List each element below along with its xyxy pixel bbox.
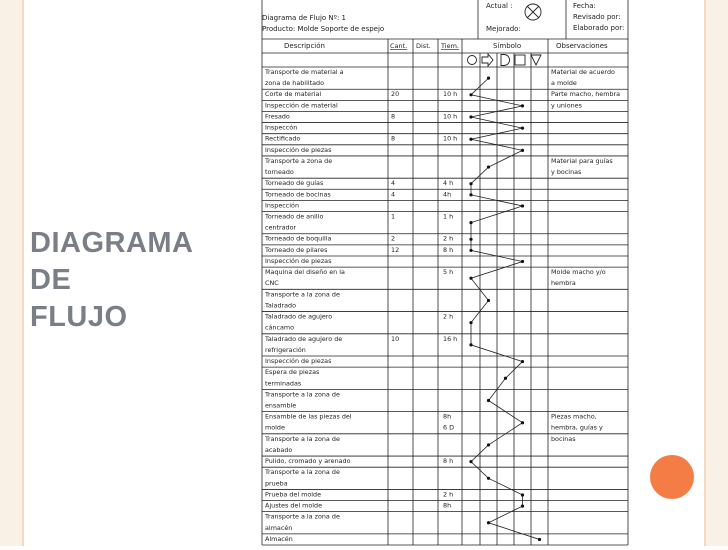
col-symbol: Símbolo	[493, 42, 522, 50]
row-time: 10 h	[443, 134, 458, 143]
row-description: Maquina del diseño en la CNC	[265, 268, 345, 288]
operation-symbol-icon	[468, 56, 477, 65]
table-row	[264, 246, 453, 254]
storage-symbol-icon	[531, 55, 541, 65]
row-time: 5 h	[443, 268, 454, 277]
row-observation: Piezas macho, hembra, guías y bocinas	[551, 412, 603, 443]
row-time: 8h 6 D	[443, 412, 455, 432]
table-row	[265, 101, 338, 109]
symbol-legend	[468, 54, 542, 66]
row-description: Transporte a zona de torneado	[265, 156, 333, 177]
row-description: Inspección de piezas	[265, 145, 332, 154]
delay-symbol-icon	[501, 55, 510, 66]
row-quantity: 8	[391, 134, 396, 143]
date-label: Fecha:	[573, 2, 596, 10]
row-description: Torneado de guías	[265, 179, 324, 188]
reviewed-label: Revisado por:	[573, 13, 621, 21]
flow-step-dot	[521, 204, 524, 207]
row-quantity: 20	[391, 90, 400, 99]
col-quantity: Cant.	[390, 42, 408, 50]
flow-step-dot	[469, 138, 472, 141]
row-quantity: 10	[391, 334, 400, 343]
row-description: Pulido, cromado y arenado	[265, 457, 351, 466]
made-by-label: Elaborado por:	[573, 24, 625, 32]
flow-path-line	[471, 78, 540, 539]
table-row	[264, 190, 451, 198]
transport-symbol-icon	[482, 54, 493, 66]
flow-step-dot	[469, 321, 472, 324]
flow-step-dot	[469, 193, 472, 196]
table-row	[264, 435, 340, 454]
row-time: 2 h	[443, 312, 454, 321]
table-row	[264, 179, 453, 187]
row-time: 10 h	[443, 90, 458, 99]
flow-step-dot	[487, 165, 490, 168]
table-row	[265, 146, 332, 154]
flow-step-dot	[469, 460, 472, 463]
flow-step-dot	[538, 538, 541, 541]
decorative-orange-circle	[650, 455, 694, 499]
flow-step-dot	[487, 477, 490, 480]
flow-step-dot	[521, 504, 524, 507]
row-description: Torneado de bocinas	[265, 190, 331, 199]
diagram-number: Diagrama de Flujo Nº: 1	[262, 14, 346, 22]
flow-step-dot	[521, 421, 524, 424]
improved-label: Mejorado:	[486, 25, 521, 33]
row-description: Inspeccón	[265, 123, 298, 132]
row-time: 2 h	[443, 234, 454, 243]
row-description: Taladrado de agujero cáncamo	[265, 312, 333, 332]
row-observation: Molde macho y/o hembra	[551, 268, 606, 288]
row-description: Espera de piezas terminadas	[265, 368, 320, 388]
row-observation: Material de acuerdo a molde	[551, 68, 615, 88]
table-row	[265, 502, 451, 510]
row-observation: Material para guías y bocinas	[551, 156, 613, 177]
row-time: 4h	[443, 190, 452, 199]
slide-title-line-2: DE	[30, 264, 72, 296]
row-description: Transporte a la zona de prueba	[265, 468, 340, 488]
product-name: Producto: Molde Soporte de espejo	[262, 25, 385, 33]
table-row	[264, 68, 615, 87]
row-description: Prueba del molde	[265, 490, 322, 499]
row-description: Corte de material	[265, 90, 322, 99]
row-time: 8 h	[443, 457, 454, 466]
flow-step-dot	[487, 521, 490, 524]
table-row	[265, 535, 293, 543]
table-row	[264, 157, 613, 176]
flow-step-dot	[469, 277, 472, 280]
row-description: Taladrado de agujero de refrigeración	[265, 334, 343, 354]
row-description: Torneado de boquilla	[265, 234, 332, 243]
row-description: Inspección de material	[265, 101, 338, 110]
row-description: Transporte a la zona de acabado	[265, 434, 340, 454]
row-time: 1 h	[443, 212, 454, 221]
row-description: Ajustes del molde	[265, 501, 323, 510]
row-quantity: 4	[391, 190, 396, 199]
flow-step-dot	[469, 343, 472, 346]
flow-step-dot	[487, 77, 490, 80]
slide-title	[30, 225, 230, 336]
table-row	[265, 357, 332, 365]
right-decor-band	[706, 0, 728, 546]
flow-step-dot	[487, 399, 490, 402]
col-distance: Dist.	[416, 42, 431, 50]
row-description: Transporte a la zona de almacén	[265, 512, 340, 532]
flow-step-dot	[469, 221, 472, 224]
row-description: Transporte a la zona de Taladrado	[265, 290, 340, 310]
table-row	[264, 235, 453, 243]
table-row	[264, 390, 340, 409]
table-row	[265, 457, 453, 465]
table-row	[265, 201, 299, 209]
table-row	[265, 268, 606, 287]
flow-step-dot	[521, 149, 524, 152]
row-description: Rectificado	[265, 134, 301, 143]
row-quantity: 1	[391, 212, 396, 221]
flow-step-dot	[521, 104, 524, 107]
slide-title-line-3: FLUJO	[30, 301, 128, 333]
row-description: Inspección	[265, 201, 300, 210]
flow-step-dot	[521, 260, 524, 263]
table-row	[265, 112, 457, 120]
left-decor-band	[0, 0, 22, 546]
actual-label: Actual :	[486, 2, 513, 10]
flow-diagram-document	[250, 0, 636, 546]
actual-crossed-circle-icon	[525, 4, 541, 20]
col-description: Descripción	[284, 42, 325, 50]
flow-step-dot	[487, 299, 490, 302]
flow-step-dot	[487, 443, 490, 446]
row-quantity: 4	[391, 179, 396, 188]
flow-step-dot	[469, 238, 472, 241]
inspection-symbol-icon	[515, 55, 525, 65]
flow-step-dot	[521, 127, 524, 130]
row-quantity: 8	[391, 112, 396, 121]
flow-step-dot	[521, 360, 524, 363]
row-time: 8 h	[443, 245, 454, 254]
flow-diagram-sheet	[250, 0, 636, 546]
table-row	[265, 135, 457, 143]
table-row	[264, 290, 340, 309]
left-decor-line	[22, 0, 24, 546]
table-row	[264, 335, 457, 354]
table-row	[265, 368, 320, 387]
flow-step-dot	[521, 493, 524, 496]
flow-step-dot	[469, 115, 472, 118]
row-description: Ensamble de las piezas del molde	[265, 412, 352, 432]
row-description: Fresado	[265, 112, 290, 121]
col-time: Tiem.	[441, 42, 459, 50]
row-description: Almacén	[265, 534, 293, 543]
row-description: Transporte de material a zona de habilitado	[265, 68, 344, 88]
row-description: Inspección de piezas	[265, 357, 332, 366]
table-row	[264, 213, 453, 232]
row-description: Inspección de piezas	[265, 256, 332, 265]
table-row	[264, 468, 340, 487]
flow-step-dot	[469, 249, 472, 252]
flow-step-dot	[504, 377, 507, 380]
table-row	[264, 313, 453, 332]
row-time: 16 h	[443, 334, 458, 343]
row-time: 10 h	[443, 112, 458, 121]
flow-step-dot	[469, 182, 472, 185]
row-time: 4 h	[443, 179, 454, 188]
row-description: Transporte a la zona de ensamble	[265, 390, 340, 410]
flow-step-dot	[469, 93, 472, 96]
col-observations: Observaciones	[556, 42, 608, 50]
row-description: Torneado de pilares	[265, 245, 328, 254]
table-row	[265, 124, 297, 132]
row-quantity: 12	[391, 245, 400, 254]
table-row	[265, 257, 332, 265]
slide-title-line-1: DIAGRAMA	[30, 227, 194, 259]
row-time: 2 h	[443, 490, 454, 499]
row-quantity: 2	[391, 234, 396, 243]
row-time: 8h	[443, 501, 452, 510]
row-observation: Parte macho, hembra y uniones	[551, 90, 621, 110]
row-description: Torneado de anillo centrador	[265, 212, 324, 232]
table-row	[265, 490, 453, 498]
table-row	[264, 513, 340, 532]
